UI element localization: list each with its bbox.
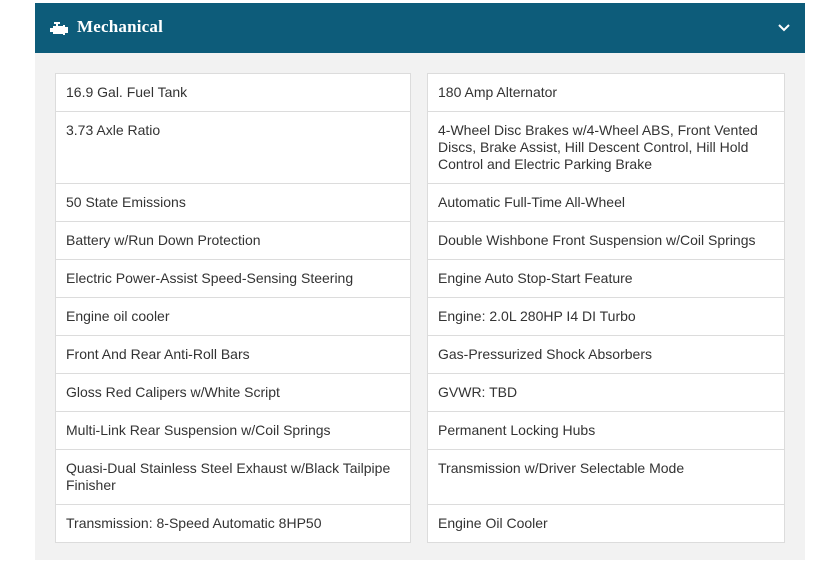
list-item: 50 State Emissions <box>56 184 410 222</box>
list-item: Electric Power-Assist Speed-Sensing Steering <box>56 260 410 298</box>
list-item: Transmission: 8-Speed Automatic 8HP50 <box>56 505 410 543</box>
list-item: Automatic Full-Time All-Wheel <box>428 184 784 222</box>
accordion-header[interactable] <box>35 3 805 53</box>
list-item: Engine Auto Stop-Start Feature <box>428 260 784 298</box>
chevron-down-icon[interactable] <box>778 23 790 33</box>
list-item: Transmission w/Driver Selectable Mode <box>428 450 784 505</box>
list-item: Engine oil cooler <box>56 298 410 336</box>
list-item: Gloss Red Calipers w/White Script <box>56 374 410 412</box>
list-item: Engine: 2.0L 280HP I4 DI Turbo <box>428 298 784 336</box>
feature-list-right <box>427 73 785 543</box>
feature-list-left <box>55 73 411 543</box>
section-title: Mechanical <box>77 17 164 36</box>
list-item: Front And Rear Anti-Roll Bars <box>56 336 410 374</box>
list-item: 4-Wheel Disc Brakes w/4-Wheel ABS, Front Vented Discs, Brake Assist, Hill Descent Control, Hill Hold Control and Electric Parking Brake <box>428 112 784 184</box>
list-item: 3.73 Axle Ratio <box>56 112 410 184</box>
list-item: Gas-Pressurized Shock Absorbers <box>428 336 784 374</box>
list-item: GVWR: TBD <box>428 374 784 412</box>
list-item: 16.9 Gal. Fuel Tank <box>56 74 410 112</box>
list-item: Battery w/Run Down Protection <box>56 222 410 260</box>
list-item: Double Wishbone Front Suspension w/Coil Springs <box>428 222 784 260</box>
list-item: Multi-Link Rear Suspension w/Coil Springs <box>56 412 410 450</box>
engine-icon <box>50 20 68 36</box>
accordion-body <box>35 53 805 560</box>
mechanical-accordion <box>35 3 805 560</box>
list-item: 180 Amp Alternator <box>428 74 784 112</box>
list-item: Permanent Locking Hubs <box>428 412 784 450</box>
list-item: Quasi-Dual Stainless Steel Exhaust w/Black Tailpipe Finisher <box>56 450 410 505</box>
list-item: Engine Oil Cooler <box>428 505 784 543</box>
